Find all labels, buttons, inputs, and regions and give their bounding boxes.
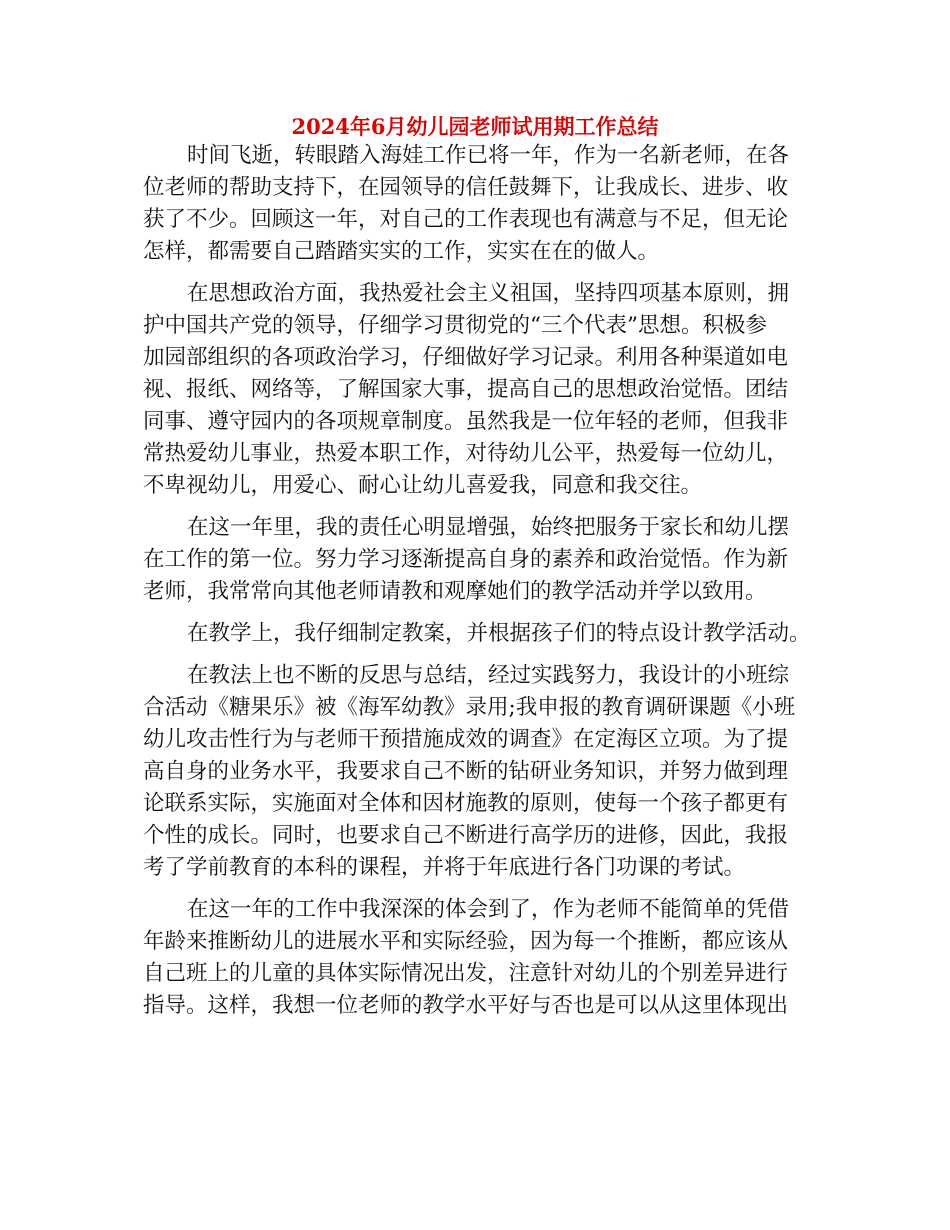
text-line: 在这一年的工作中我深深的体会到了，作为老师不能简单的凭借 [187, 897, 790, 922]
text-line: 合活动《糖果乐》被《海军幼教》录用;我申报的教育调研课题《小班 [143, 695, 796, 720]
text-line: 高自身的业务水平，我要求自己不断的钻研业务知识，并努力做到理 [143, 759, 789, 784]
text-line: 加园部组织的各项政治学习，仔细做好学习记录。利用各种渠道如电 [143, 345, 789, 370]
text-line: 同事、遵守园内的各项规章制度。虽然我是一位年轻的老师，但我非 [143, 409, 789, 434]
text-line: 在教法上也不断的反思与总结，经过实践努力，我设计的小班综 [187, 663, 790, 688]
text-line: 幼儿攻击性行为与老师干预措施成效的调查》在定海区立项。为了提 [143, 727, 789, 752]
text-line: 在教学上，我仔细制定教案，并根据孩子们的特点设计教学活动。 [187, 621, 811, 646]
text-line: 常热爱幼儿事业，热爱本职工作，对待幼儿公平，热爱每一位幼儿， [143, 441, 789, 466]
text-line: 获了不少。回顾这一年，对自己的工作表现也有满意与不足，但无论 [143, 207, 789, 232]
text-line: 老师，我常常向其他老师请教和观摩她们的教学活动并学以致用。 [143, 579, 767, 604]
text-line: 个性的成长。同时，也要求自己不断进行高学历的进修，因此，我报 [143, 823, 789, 848]
text-line: 在思想政治方面，我热爱社会主义祖国，坚持四项基本原则，拥 [187, 281, 790, 306]
text-line: 年龄来推断幼儿的进展水平和实际经验，因为每一个推断，都应该从 [143, 929, 789, 954]
text-line: 在工作的第一位。努力学习逐渐提高自身的素养和政治觉悟。作为新 [143, 547, 789, 572]
text-line: 自己班上的儿童的具体实际情况出发，注意针对幼儿的个别差异进行 [143, 961, 789, 986]
text-line: 视、报纸、网络等，了解国家大事，提高自己的思想政治觉悟。团结 [143, 377, 789, 402]
text-line: 在这一年里，我的责任心明显增强，始终把服务于家长和幼儿摆 [187, 515, 790, 540]
text-line: 论联系实际，实施面对全体和因材施教的原则，使每一个孩子都更有 [143, 791, 789, 816]
text-line: 时间飞逝，转眼踏入海娃工作已将一年，作为一名新老师，在各 [187, 143, 790, 168]
document-title: 2024年6月幼儿园老师试用期工作总结 [291, 114, 659, 139]
text-line: 不卑视幼儿，用爱心、耐心让幼儿喜爱我，同意和我交往。 [143, 473, 703, 498]
text-line: 考了学前教育的本科的课程，并将于年底进行各门功课的考试。 [143, 855, 746, 880]
text-line: 指导。这样，我想一位老师的教学水平好与否也是可以从这里体现出 [143, 993, 789, 1018]
text-line: 位老师的帮助支持下，在园领导的信任鼓舞下，让我成长、进步、收 [143, 175, 789, 200]
text-line: 怎样，都需要自己踏踏实实的工作，实实在在的做人。 [143, 239, 660, 264]
text-line: 护中国共产党的领导，仔细学习贯彻党的“三个代表”思想。积极参 [143, 313, 767, 338]
